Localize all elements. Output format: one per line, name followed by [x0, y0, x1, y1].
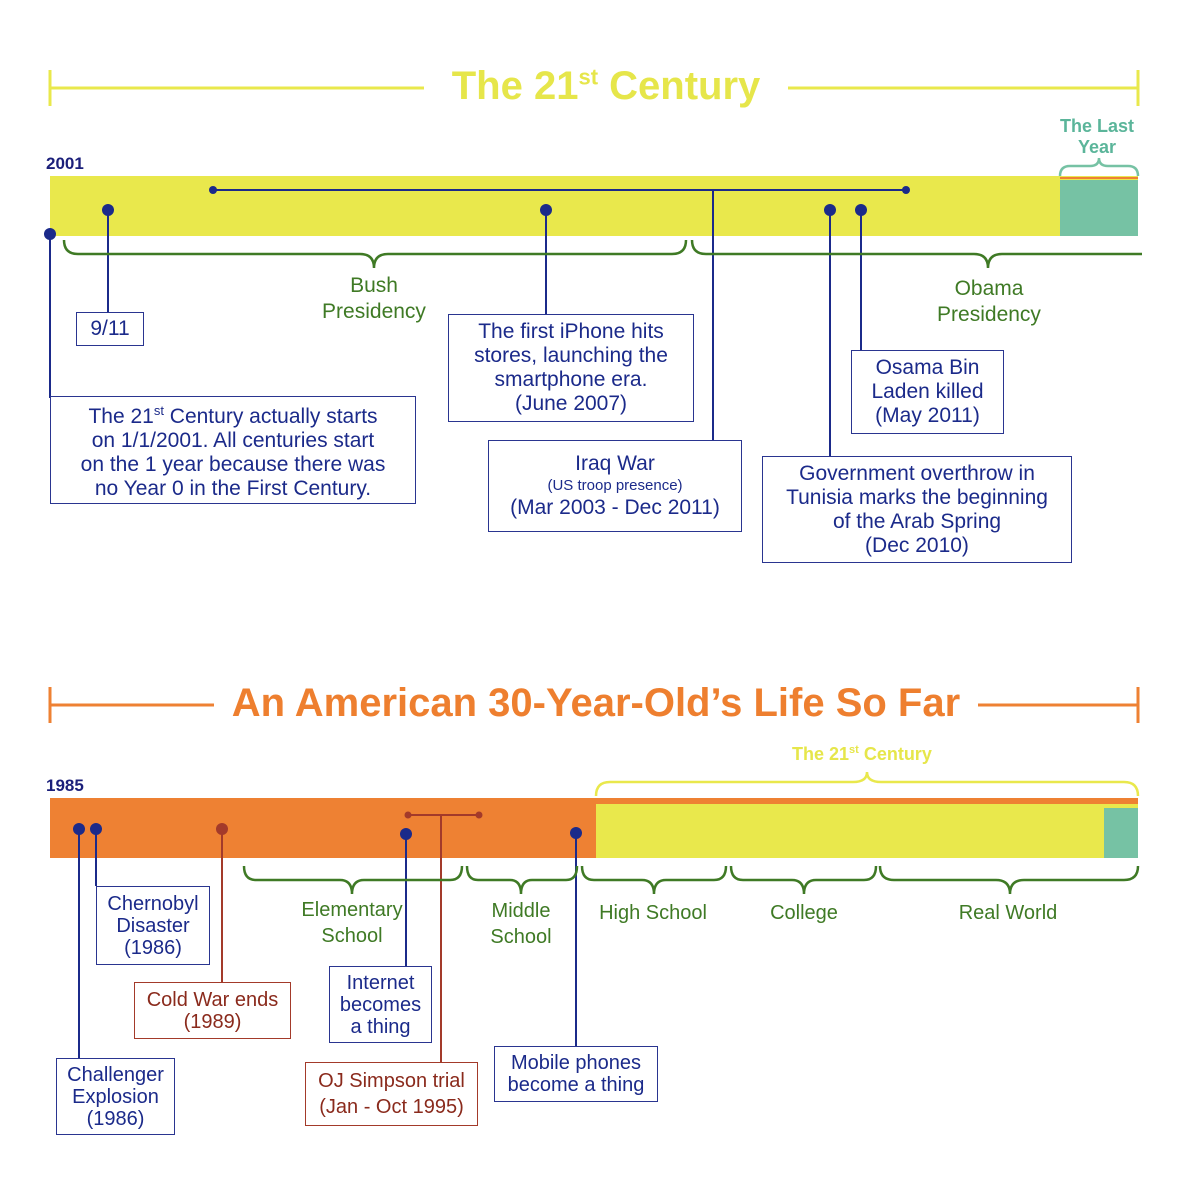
oj-trial-box: OJ Simpson trial (Jan - Oct 1995): [305, 1062, 478, 1126]
middle-school-label: Middle School: [490, 900, 552, 948]
college-brace: [731, 866, 876, 894]
top-timeline-bar: [50, 176, 1138, 236]
cold-war-box: Cold War ends (1989): [134, 982, 291, 1039]
elementary-brace: [244, 866, 462, 894]
real-world-brace: [880, 866, 1138, 894]
iraq-war-box: Iraq War (US troop presence) (Mar 2003 - Dec 2011): [488, 440, 742, 532]
bottom-21st-century-brace: [596, 772, 1138, 796]
bottom-21st-century-segment: [596, 804, 1138, 858]
real-world-label: Real World: [958, 902, 1058, 924]
tunisia-dot: [824, 204, 836, 216]
internet-box: Internet becomes a thing: [329, 966, 432, 1043]
bottom-start-year: 1985: [46, 776, 84, 795]
iraq-end-dot: [902, 186, 910, 194]
iphone-dot: [540, 204, 552, 216]
obama-brace: [692, 240, 1142, 268]
obama-presidency-label: Obama Presidency: [937, 277, 1041, 326]
chernobyl-dot: [90, 823, 102, 835]
mobile-phones-box: Mobile phones become a thing: [494, 1046, 658, 1102]
mobile-dot: [570, 827, 582, 839]
cold-war-dot: [216, 823, 228, 835]
bottom-last-year-segment: [1104, 808, 1138, 858]
top-start-year: 2001: [46, 154, 84, 173]
college-label: College: [770, 902, 838, 924]
nine-eleven-dot: [102, 204, 114, 216]
elementary-school-label: Elementary School: [301, 899, 403, 947]
bin-laden-dot: [855, 204, 867, 216]
high-school-brace: [582, 866, 726, 894]
bottom-21st-century-label: The 21st Century: [792, 744, 932, 764]
century-start-box: The 21st Century actually starts on 1/1/2001. All centuries start on the 1 year because there was no Year 0 in the First Century.: [50, 396, 416, 504]
century-start-dot: [44, 228, 56, 240]
bush-presidency-label: Bush Presidency: [322, 274, 426, 323]
oj-start-dot: [405, 812, 412, 819]
tunisia-box: Government overthrow in Tunisia marks the beginning of the Arab Spring (Dec 2010): [762, 456, 1072, 563]
oj-end-dot: [476, 812, 483, 819]
bush-brace: [64, 240, 686, 268]
top-last-year-label: The Last Year: [1059, 116, 1134, 157]
top-last-year-brace: [1060, 158, 1138, 176]
iphone-box: The first iPhone hits stores, launching the smartphone era. (June 2007): [448, 314, 694, 422]
internet-dot: [400, 828, 412, 840]
challenger-box: Challenger Explosion (1986): [56, 1058, 175, 1135]
bottom-title: An American 30-Year-Old’s Life So Far: [214, 681, 978, 726]
top-title: The 21st Century: [424, 64, 788, 109]
high-school-label: High School: [599, 902, 707, 924]
chernobyl-box: Chernobyl Disaster (1986): [96, 886, 210, 965]
bin-laden-box: Osama Bin Laden killed (May 2011): [851, 350, 1004, 434]
challenger-dot: [73, 823, 85, 835]
top-last-year-segment: [1060, 180, 1138, 236]
iraq-start-dot: [209, 186, 217, 194]
middle-brace: [467, 866, 577, 894]
nine-eleven-box: 9/11: [76, 312, 144, 346]
